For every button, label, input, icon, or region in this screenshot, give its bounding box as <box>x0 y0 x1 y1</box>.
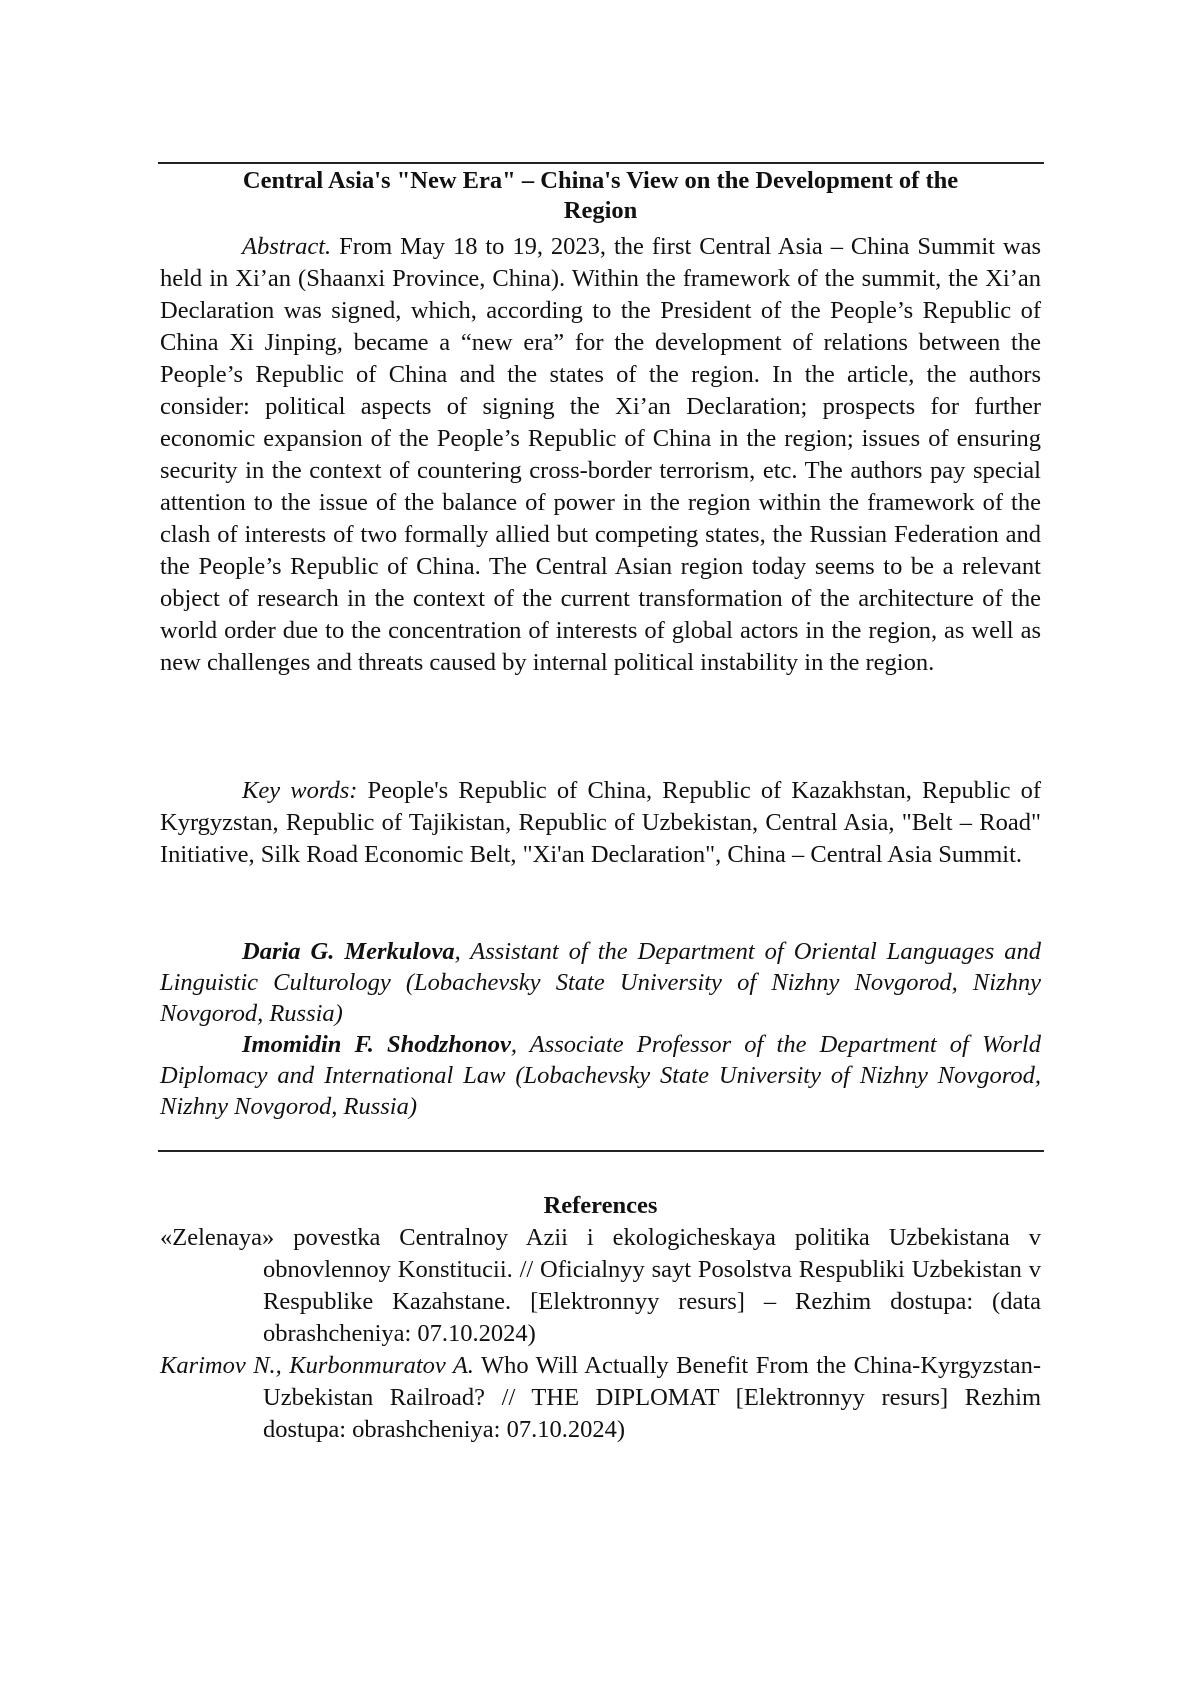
reference-authors: Karimov N., Kurbonmuratov A. <box>160 1352 474 1379</box>
author-name: Imomidin F. Shodzhonov <box>242 1031 511 1058</box>
author-affiliation: , Associate Professor of the Department of World Diplomacy and International Law (Lobachevsky State University of Nizhny Novgorod, Nizhny Novgorod, Russia) <box>160 1031 1041 1120</box>
article-title <box>160 166 1041 226</box>
abstract-section <box>160 231 1041 679</box>
section-divider <box>158 1150 1044 1152</box>
reference-item <box>160 1222 1041 1350</box>
author-entry <box>160 936 1041 1029</box>
keywords-section <box>160 775 1041 871</box>
author-name: Daria G. Merkulova <box>242 938 455 965</box>
author-entry <box>160 1029 1041 1122</box>
references-heading: References <box>160 1191 1041 1221</box>
abstract-label: Abstract. <box>242 233 331 260</box>
keywords-paragraph <box>160 775 1041 871</box>
top-divider <box>158 162 1044 164</box>
authors-section <box>160 936 1041 1122</box>
title-line-1: Central Asia's "New Era" – China's View on the Development of the <box>160 166 1041 196</box>
keywords-text: People's Republic of China, Republic of Kazakhstan, Republic of Kyrgyzstan, Republic of Tajikistan, Republic of Uzbekistan, Central Asia, "Belt – Road" Initiative, Silk Road Economic Belt, "Xi'an Declaration", China – Central Asia Summit. <box>160 777 1041 868</box>
abstract-text: From May 18 to 19, 2023, the first Central Asia – China Summit was held in Xi’an (Shaanxi Province, China). Within the framework of the summit, the Xi’an Declaration was signed, which, according to the President of the People’s Republic of China Xi Jinping, became a “new era” for the development of relations between the People’s Republic of China and the states of the region. In the article, the authors consider: political aspects of signing the Xi’an Declaration; prospects for further economic expansion of the People’s Republic of China in the region; issues of ensuring security in the context of countering cross-border terrorism, etc. The authors pay special attention to the issue of the balance of power in the region within the framework of the clash of interests of two formally allied but competing states, the Russian Federation and the People’s Republic of China. The Central Asian region today seems to be a relevant object of research in the context of the current transformation of the architecture of the world order due to the concentration of interests of global actors in the region, as well as new challenges and threats caused by internal political instability in the region. <box>160 233 1041 676</box>
reference-text: Who Will Actually Benefit From the China-Kyrgyzstan-Uzbekistan Railroad? // THE DIPLOMAT [Elektronnyy resurs] Rezhim dostupa: obrashcheniya: 07.10.2024) <box>263 1352 1041 1443</box>
references-list <box>160 1222 1041 1446</box>
abstract-paragraph <box>160 231 1041 679</box>
author-affiliation: , Assistant of the Department of Oriental Languages and Linguistic Culturology (Lobachevsky State University of Nizhny Novgorod, Nizhny Novgorod, Russia) <box>160 938 1041 1027</box>
title-line-2: Region <box>160 196 1041 226</box>
reference-text: «Zelenaya» povestka Centralnoy Azii i ekologicheskaya politika Uzbekistana v obnovlennoy Konstitucii. // Oficialnyy sayt Posolstva Respubliki Uzbekistan v Respublike Kazahstane. [Elektronnyy resurs] – Rezhim dostupa: (data obrashcheniya: 07.10.2024) <box>160 1224 1041 1347</box>
keywords-label: Key words: <box>242 777 357 804</box>
reference-item <box>160 1350 1041 1446</box>
